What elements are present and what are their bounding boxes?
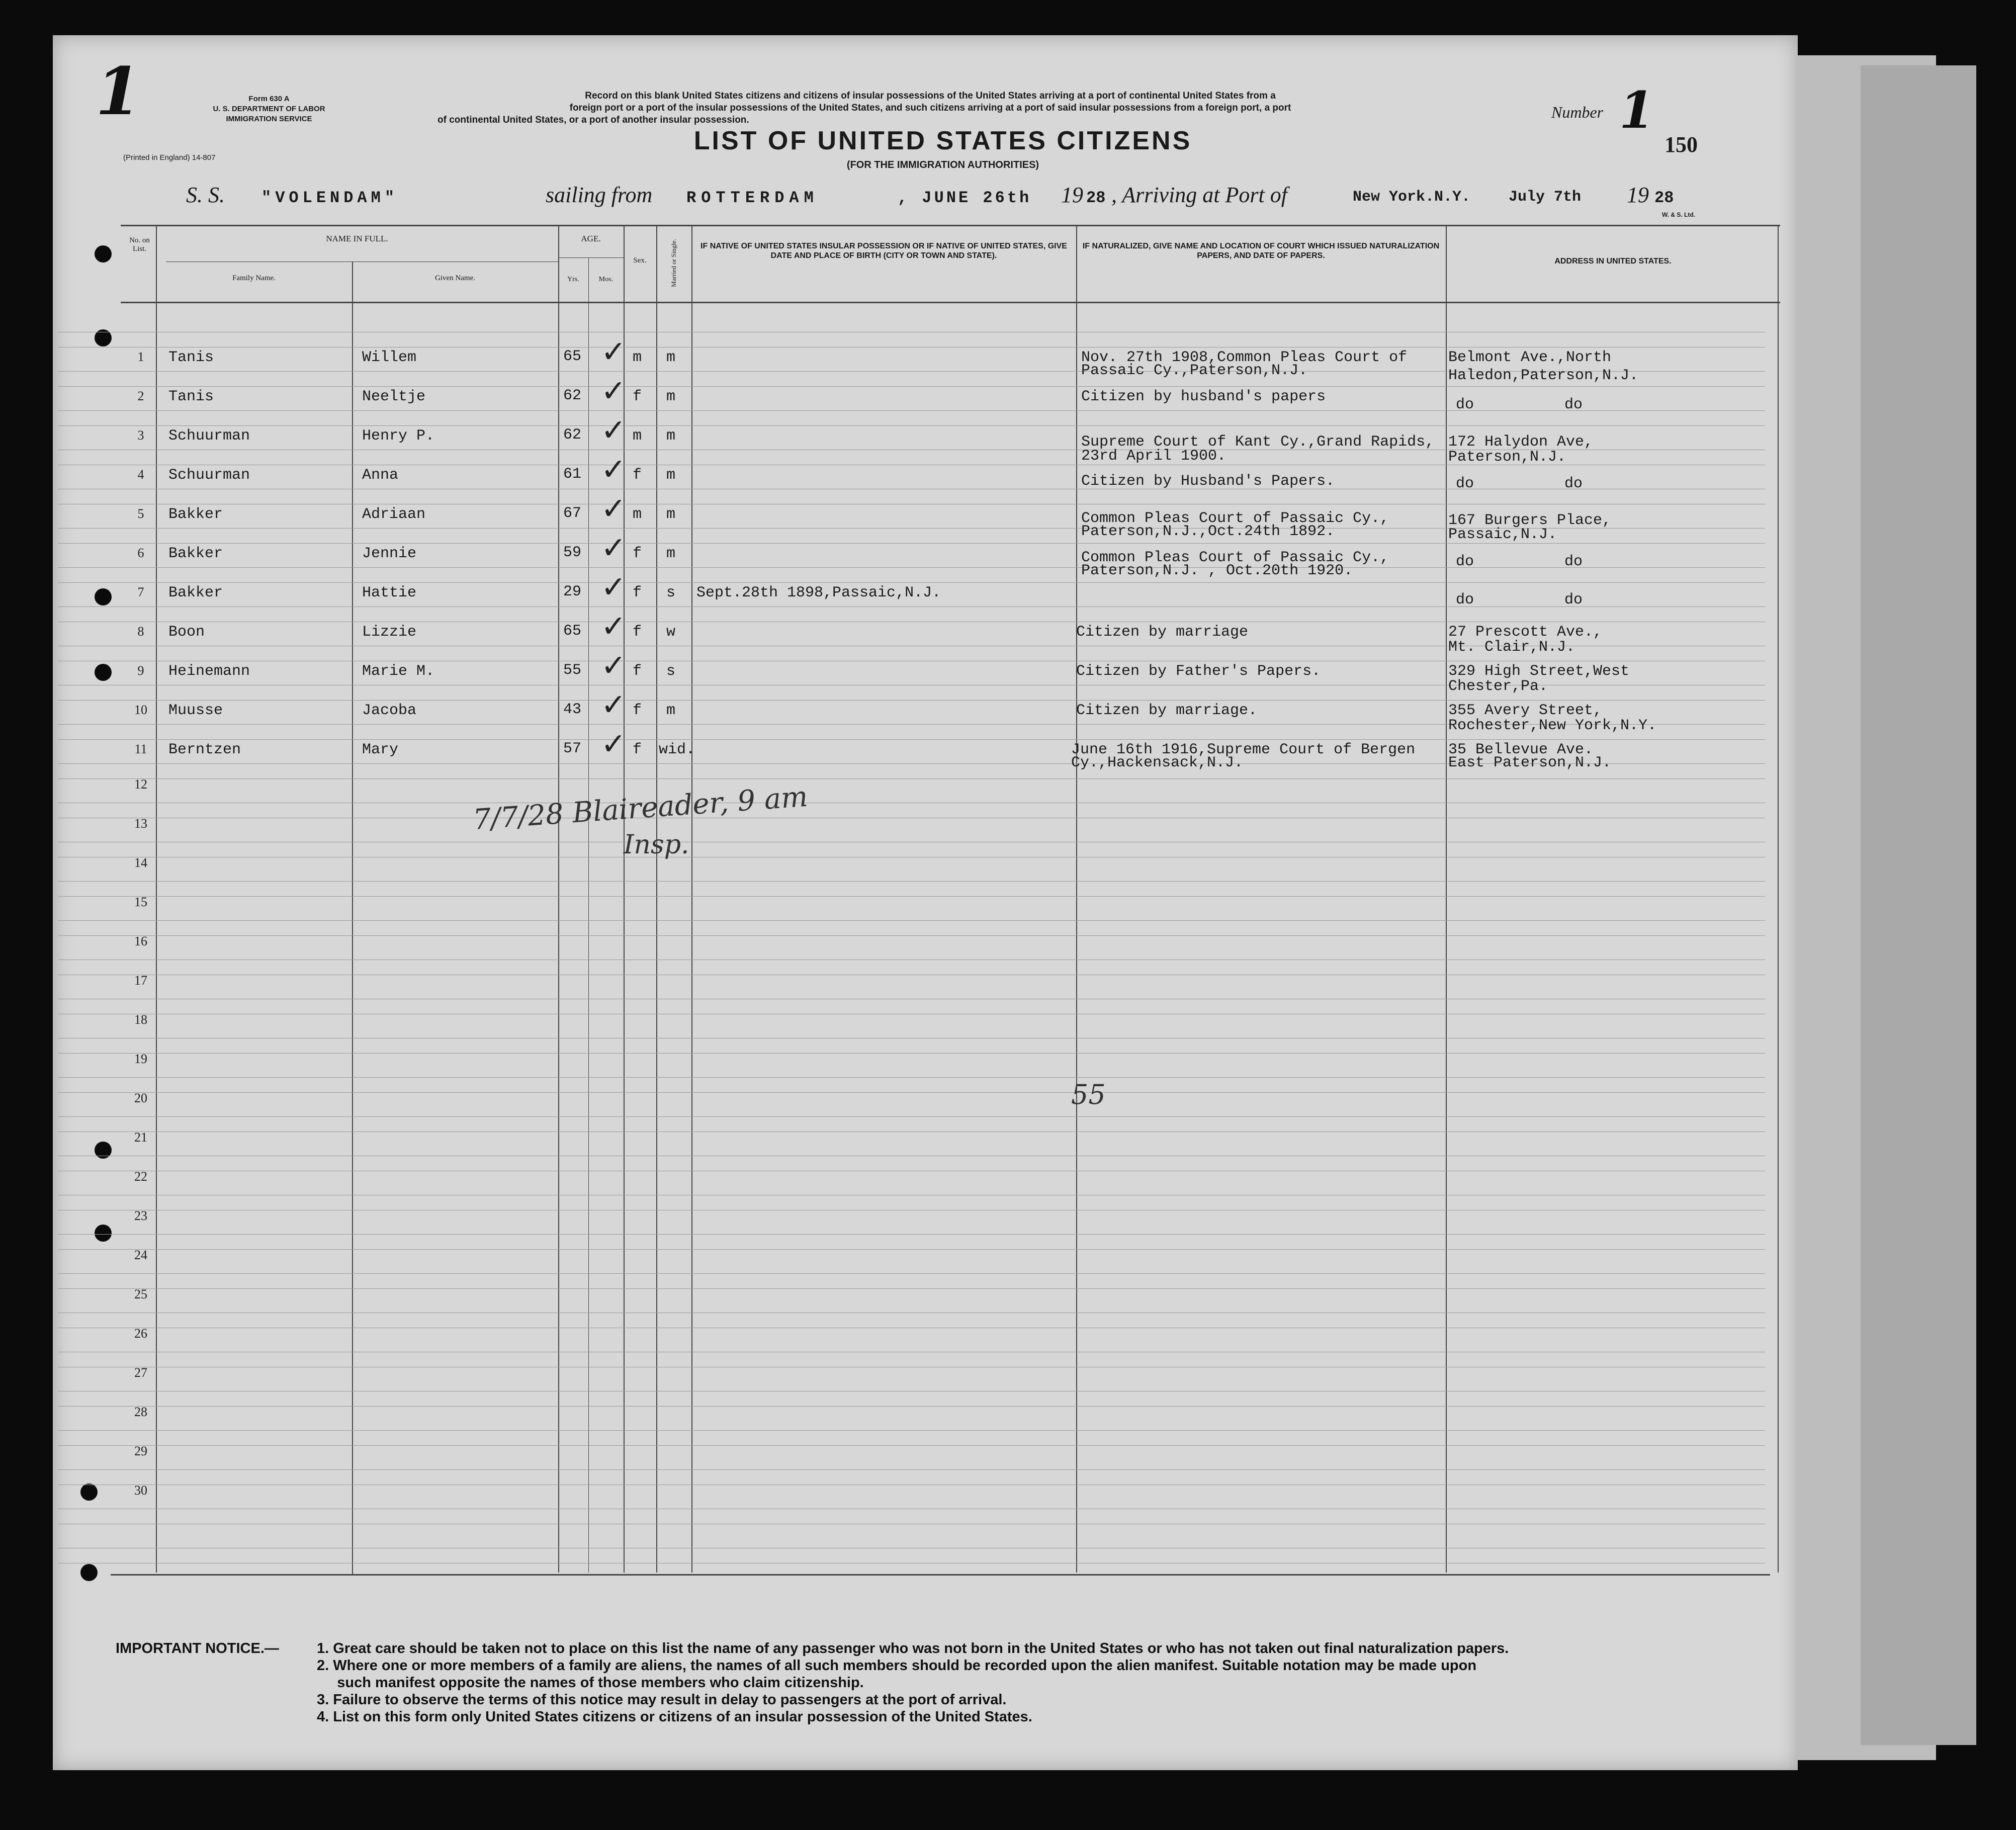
naturalization-line-1: Citizen by Father's Papers.	[1076, 663, 1321, 680]
family-name: Bakker	[168, 506, 223, 523]
naturalization-line-2: Paterson,N.J.,Oct.24th 1892.	[1081, 523, 1335, 540]
notice-item: such manifest opposite the names of those members who claim citizenship.	[317, 1675, 864, 1691]
check-mark: ✓	[601, 727, 627, 762]
sex: f	[633, 663, 642, 680]
naturalization-line-1: Supreme Court of Kant Cy.,Grand Rapids,	[1081, 433, 1435, 451]
address-line-1: do do	[1456, 396, 1583, 413]
sex: m	[633, 427, 642, 445]
address-line-2: Paterson,N.J.	[1448, 449, 1566, 466]
marital-status: s	[666, 663, 676, 680]
given-name: Mary	[362, 741, 399, 758]
list-number: 1	[1619, 80, 1654, 140]
row-number: 21	[134, 1130, 147, 1145]
punch-hole	[95, 588, 112, 605]
check-mark: ✓	[601, 609, 627, 644]
row-number: 19	[134, 1052, 147, 1066]
instruction-line-1: Record on this blank United States citizens and citizens of insular possessions of the United States arriving at a port of continental United States from a	[585, 91, 1276, 101]
ss-label: S. S.	[186, 183, 225, 207]
given-name: Adriaan	[362, 506, 426, 523]
row-number: 12	[134, 777, 147, 792]
punch-hole	[95, 1225, 112, 1242]
given-name: Marie M.	[362, 663, 435, 680]
marital-status: wid.	[659, 741, 695, 758]
marital-status: m	[666, 349, 676, 366]
naturalization-line-2: Paterson,N.J. , Oct.20th 1920.	[1081, 562, 1353, 579]
check-mark: ✓	[601, 648, 627, 683]
family-name: Schuurman	[168, 467, 250, 484]
punch-hole	[80, 1484, 98, 1501]
address-line-1: 355 Avery Street,	[1448, 702, 1603, 719]
family-name: Tanis	[168, 349, 214, 366]
col-divider	[656, 225, 657, 1573]
family-name: Schuurman	[168, 427, 250, 445]
date-to: July 7th	[1509, 189, 1582, 206]
sex: f	[633, 467, 642, 484]
given-name: Hattie	[362, 584, 417, 601]
birth-info: Sept.28th 1898,Passaic,N.J.	[696, 584, 941, 601]
address-line-2: Mt. Clair,N.J.	[1448, 639, 1575, 656]
check-mark: ✓	[601, 570, 627, 605]
manifest-sheet	[53, 35, 1798, 1770]
address-line-2: East Paterson,N.J.	[1448, 754, 1612, 771]
port-from: ROTTERDAM	[686, 189, 819, 207]
address-line-2: do do	[1456, 591, 1583, 608]
col-given-header: Given Name.	[435, 274, 475, 282]
address-line-1: 27 Prescott Ave.,	[1448, 624, 1603, 641]
row-number: 29	[134, 1444, 147, 1458]
col-address-header: ADDRESS IN UNITED STATES.	[1554, 257, 1672, 266]
punch-hole	[95, 245, 112, 263]
page-number: 150	[1664, 132, 1698, 157]
row-number: 14	[134, 855, 147, 870]
sex: f	[633, 702, 642, 719]
notice-item: 2. Where one or more members of a family are aliens, the names of all such members should be recorded upon the alien manifest. Suitable notation may be made upon	[317, 1658, 1477, 1674]
age-years: 61	[563, 466, 582, 483]
age-years: 67	[563, 505, 582, 522]
row-number: 25	[134, 1287, 147, 1301]
given-name: Anna	[362, 467, 399, 484]
notice-item: 3. Failure to observe the terms of this notice may result in delay to passengers at the port of arrival.	[317, 1692, 1007, 1708]
age-years: 62	[563, 387, 582, 404]
col-married-header: Married or Single.	[670, 239, 677, 287]
naturalization-line-1: Citizen by marriage	[1076, 624, 1249, 641]
col-divider	[352, 262, 353, 1574]
age-years: 55	[563, 662, 582, 679]
sex: m	[633, 349, 642, 366]
naturalization-line-2: Cy.,Hackensack,N.J.	[1071, 754, 1244, 771]
col-divider	[588, 257, 589, 1573]
sex: f	[633, 584, 642, 601]
page-subtitle: (FOR THE IMMIGRATION AUTHORITIES)	[846, 159, 1039, 170]
col-family-header: Family Name.	[232, 274, 276, 282]
instruction-line-2: foreign port or a port of the insular possessions of the United States, and such citizens arriving at a port of said insular possessions from a foreign port, a port	[569, 103, 1291, 113]
naturalization-line-1: Nov. 27th 1908,Common Pleas Court of	[1081, 349, 1408, 366]
col-divider	[1076, 225, 1077, 1573]
row-number: 27	[134, 1365, 147, 1380]
notice-item: 1. Great care should be taken not to place on this list the name of any passenger who was not born in the United States or who has not taken out final naturalization papers.	[317, 1640, 1509, 1657]
given-name: Willem	[362, 349, 417, 366]
inspection-note: 7/7/28 Blaireader, 9 am	[472, 780, 809, 837]
col-no-header: No. on List.	[129, 236, 150, 253]
family-name: Boon	[168, 624, 205, 641]
year-prefix: 19	[1061, 183, 1083, 207]
marital-status: m	[666, 702, 676, 719]
sex: f	[633, 388, 642, 405]
row-number: 26	[134, 1326, 147, 1341]
given-name: Lizzie	[362, 624, 417, 641]
address-line-1: do do	[1456, 553, 1583, 570]
notice-item: 4. List on this form only United States citizens or citizens of an insular possession of the United States.	[317, 1709, 1032, 1725]
date-from: , JUNE 26th	[898, 189, 1032, 207]
col-naturalized-header: IF NATURALIZED, GIVE NAME AND LOCATION OF COURT WHICH ISSUED NATURALIZATION PAPERS, AND DATE OF PAPERS.	[1082, 242, 1440, 260]
instruction-line-3: of continental United States, or a port of another insular possession.	[437, 115, 749, 125]
inspector-initials: Insp.	[624, 830, 689, 860]
address-line-2: Chester,Pa.	[1448, 678, 1548, 695]
margin-number: 55	[1071, 1079, 1106, 1110]
age-years: 43	[563, 701, 582, 718]
table-bottom-border	[111, 1574, 1770, 1576]
marital-status: m	[666, 427, 676, 445]
address-line-1: 172 Halydon Ave,	[1448, 433, 1594, 451]
row-number: 16	[134, 934, 147, 948]
arriving-label: , Arriving at Port of	[1111, 183, 1287, 207]
row-number: 13	[134, 816, 147, 831]
naturalization-line-2: 23rd April 1900.	[1081, 448, 1226, 465]
col-divider	[558, 225, 559, 1573]
age-years: 62	[563, 426, 582, 444]
row-number: 30	[134, 1483, 147, 1498]
address-line-2: Haledon,Paterson,N.J.	[1448, 367, 1639, 384]
check-mark: ✓	[601, 531, 627, 566]
number-label: Number	[1551, 103, 1604, 121]
check-mark: ✓	[601, 413, 627, 448]
naturalization-line-1: Common Pleas Court of Passaic Cy.,	[1081, 510, 1389, 527]
underlying-page-edge	[1861, 65, 1976, 1745]
check-mark: ✓	[601, 491, 627, 527]
check-mark: ✓	[601, 452, 627, 487]
family-name: Berntzen	[168, 741, 241, 758]
family-name: Heinemann	[168, 663, 250, 680]
marital-status: m	[666, 506, 676, 523]
col-divider	[1446, 225, 1447, 1573]
marital-status: m	[666, 545, 676, 562]
col-sex-header: Sex.	[633, 256, 647, 265]
row-number: 24	[134, 1248, 147, 1262]
family-name: Bakker	[168, 584, 223, 601]
department: U. S. DEPARTMENT OF LABOR	[213, 105, 325, 113]
sex: f	[633, 741, 642, 758]
marital-status: s	[666, 584, 676, 601]
check-mark: ✓	[601, 687, 627, 723]
punch-hole	[80, 1564, 98, 1581]
marital-status: m	[666, 467, 676, 484]
row-number: 20	[134, 1091, 147, 1105]
marital-status: m	[666, 388, 676, 405]
address-line-1: 167 Burgers Place,	[1448, 512, 1612, 529]
col-divider	[1778, 225, 1779, 1573]
family-name: Muusse	[168, 702, 223, 719]
row-number: 15	[134, 895, 147, 909]
year-to: 28	[1654, 189, 1674, 207]
given-name: Jennie	[362, 545, 417, 562]
corner-number: 1	[96, 53, 141, 130]
check-mark: ✓	[601, 374, 627, 409]
address-line-1: do do	[1456, 475, 1583, 492]
sailing-from-label: sailing from	[546, 183, 653, 207]
naturalization-line-1: Citizen by Husband's Papers.	[1081, 473, 1335, 490]
ship-name: "VOLENDAM"	[261, 189, 399, 207]
port-to: New York.N.Y.	[1353, 189, 1471, 206]
naturalization-line-1: Citizen by husband's papers	[1081, 388, 1326, 405]
address-line-2: Rochester,New York,N.Y.	[1448, 717, 1657, 734]
col-age-header: AGE.	[581, 234, 601, 243]
naturalization-line-2: Passaic Cy.,Paterson,N.J.	[1081, 362, 1308, 379]
year-to-prefix: 19	[1627, 183, 1649, 207]
naturalization-line-1: June 16th 1916,Supreme Court of Bergen	[1071, 741, 1416, 758]
header-bottom-border	[121, 302, 1780, 303]
address-line-1: Belmont Ave.,North	[1448, 349, 1612, 366]
check-mark: ✓	[601, 334, 627, 370]
row-number: 18	[134, 1012, 147, 1027]
col-name-header: NAME IN FULL.	[326, 234, 388, 243]
given-name: Jacoba	[362, 702, 417, 719]
row-number: 28	[134, 1405, 147, 1419]
given-name: Neeltje	[362, 388, 426, 405]
family-name: Tanis	[168, 388, 214, 405]
naturalization-line-1: Citizen by marriage.	[1076, 702, 1258, 719]
form-id: Form 630 A	[248, 95, 290, 103]
page-title: LIST OF UNITED STATES CITIZENS	[693, 126, 1192, 155]
col-divider	[691, 225, 692, 1573]
family-name: Bakker	[168, 545, 223, 562]
age-years: 29	[563, 583, 582, 600]
age-years: 57	[563, 740, 582, 757]
sex: f	[633, 624, 642, 641]
col-native-header: IF NATIVE OF UNITED STATES INSULAR POSSESSION OR IF NATIVE OF UNITED STATES, GIVE DATE AND PLACE OF BIRTH (CITY OR TOWN AND STATE).	[700, 242, 1067, 260]
year-suffix: 28	[1086, 189, 1106, 207]
service: IMMIGRATION SERVICE	[226, 115, 312, 123]
age-years: 65	[563, 623, 582, 640]
age-years: 65	[563, 348, 582, 365]
age-subheader-rule	[558, 257, 624, 258]
row-number: 22	[134, 1169, 147, 1184]
col-yrs-header: Yrs.	[567, 276, 579, 283]
given-name: Henry P.	[362, 427, 435, 445]
address-line-1: 329 High Street,West	[1448, 663, 1630, 680]
sex: f	[633, 545, 642, 562]
punch-hole	[95, 664, 112, 681]
row-number: 17	[134, 973, 147, 988]
notice-heading: IMPORTANT NOTICE.—	[116, 1640, 279, 1657]
age-years: 59	[563, 544, 582, 561]
sex: m	[633, 506, 642, 523]
col-mos-header: Mos.	[598, 276, 613, 283]
address-line-2: Passaic,N.J.	[1448, 526, 1557, 543]
printed-note: (Printed in England) 14-807	[123, 153, 216, 162]
marital-status: w	[666, 624, 676, 641]
table-top-border	[121, 225, 1780, 226]
address-line-1: 35 Bellevue Ave.	[1448, 741, 1594, 758]
printer-mark: W. & S. Ltd.	[1662, 211, 1695, 218]
naturalization-line-1: Common Pleas Court of Passaic Cy.,	[1081, 549, 1389, 566]
row-number: 23	[134, 1208, 147, 1223]
